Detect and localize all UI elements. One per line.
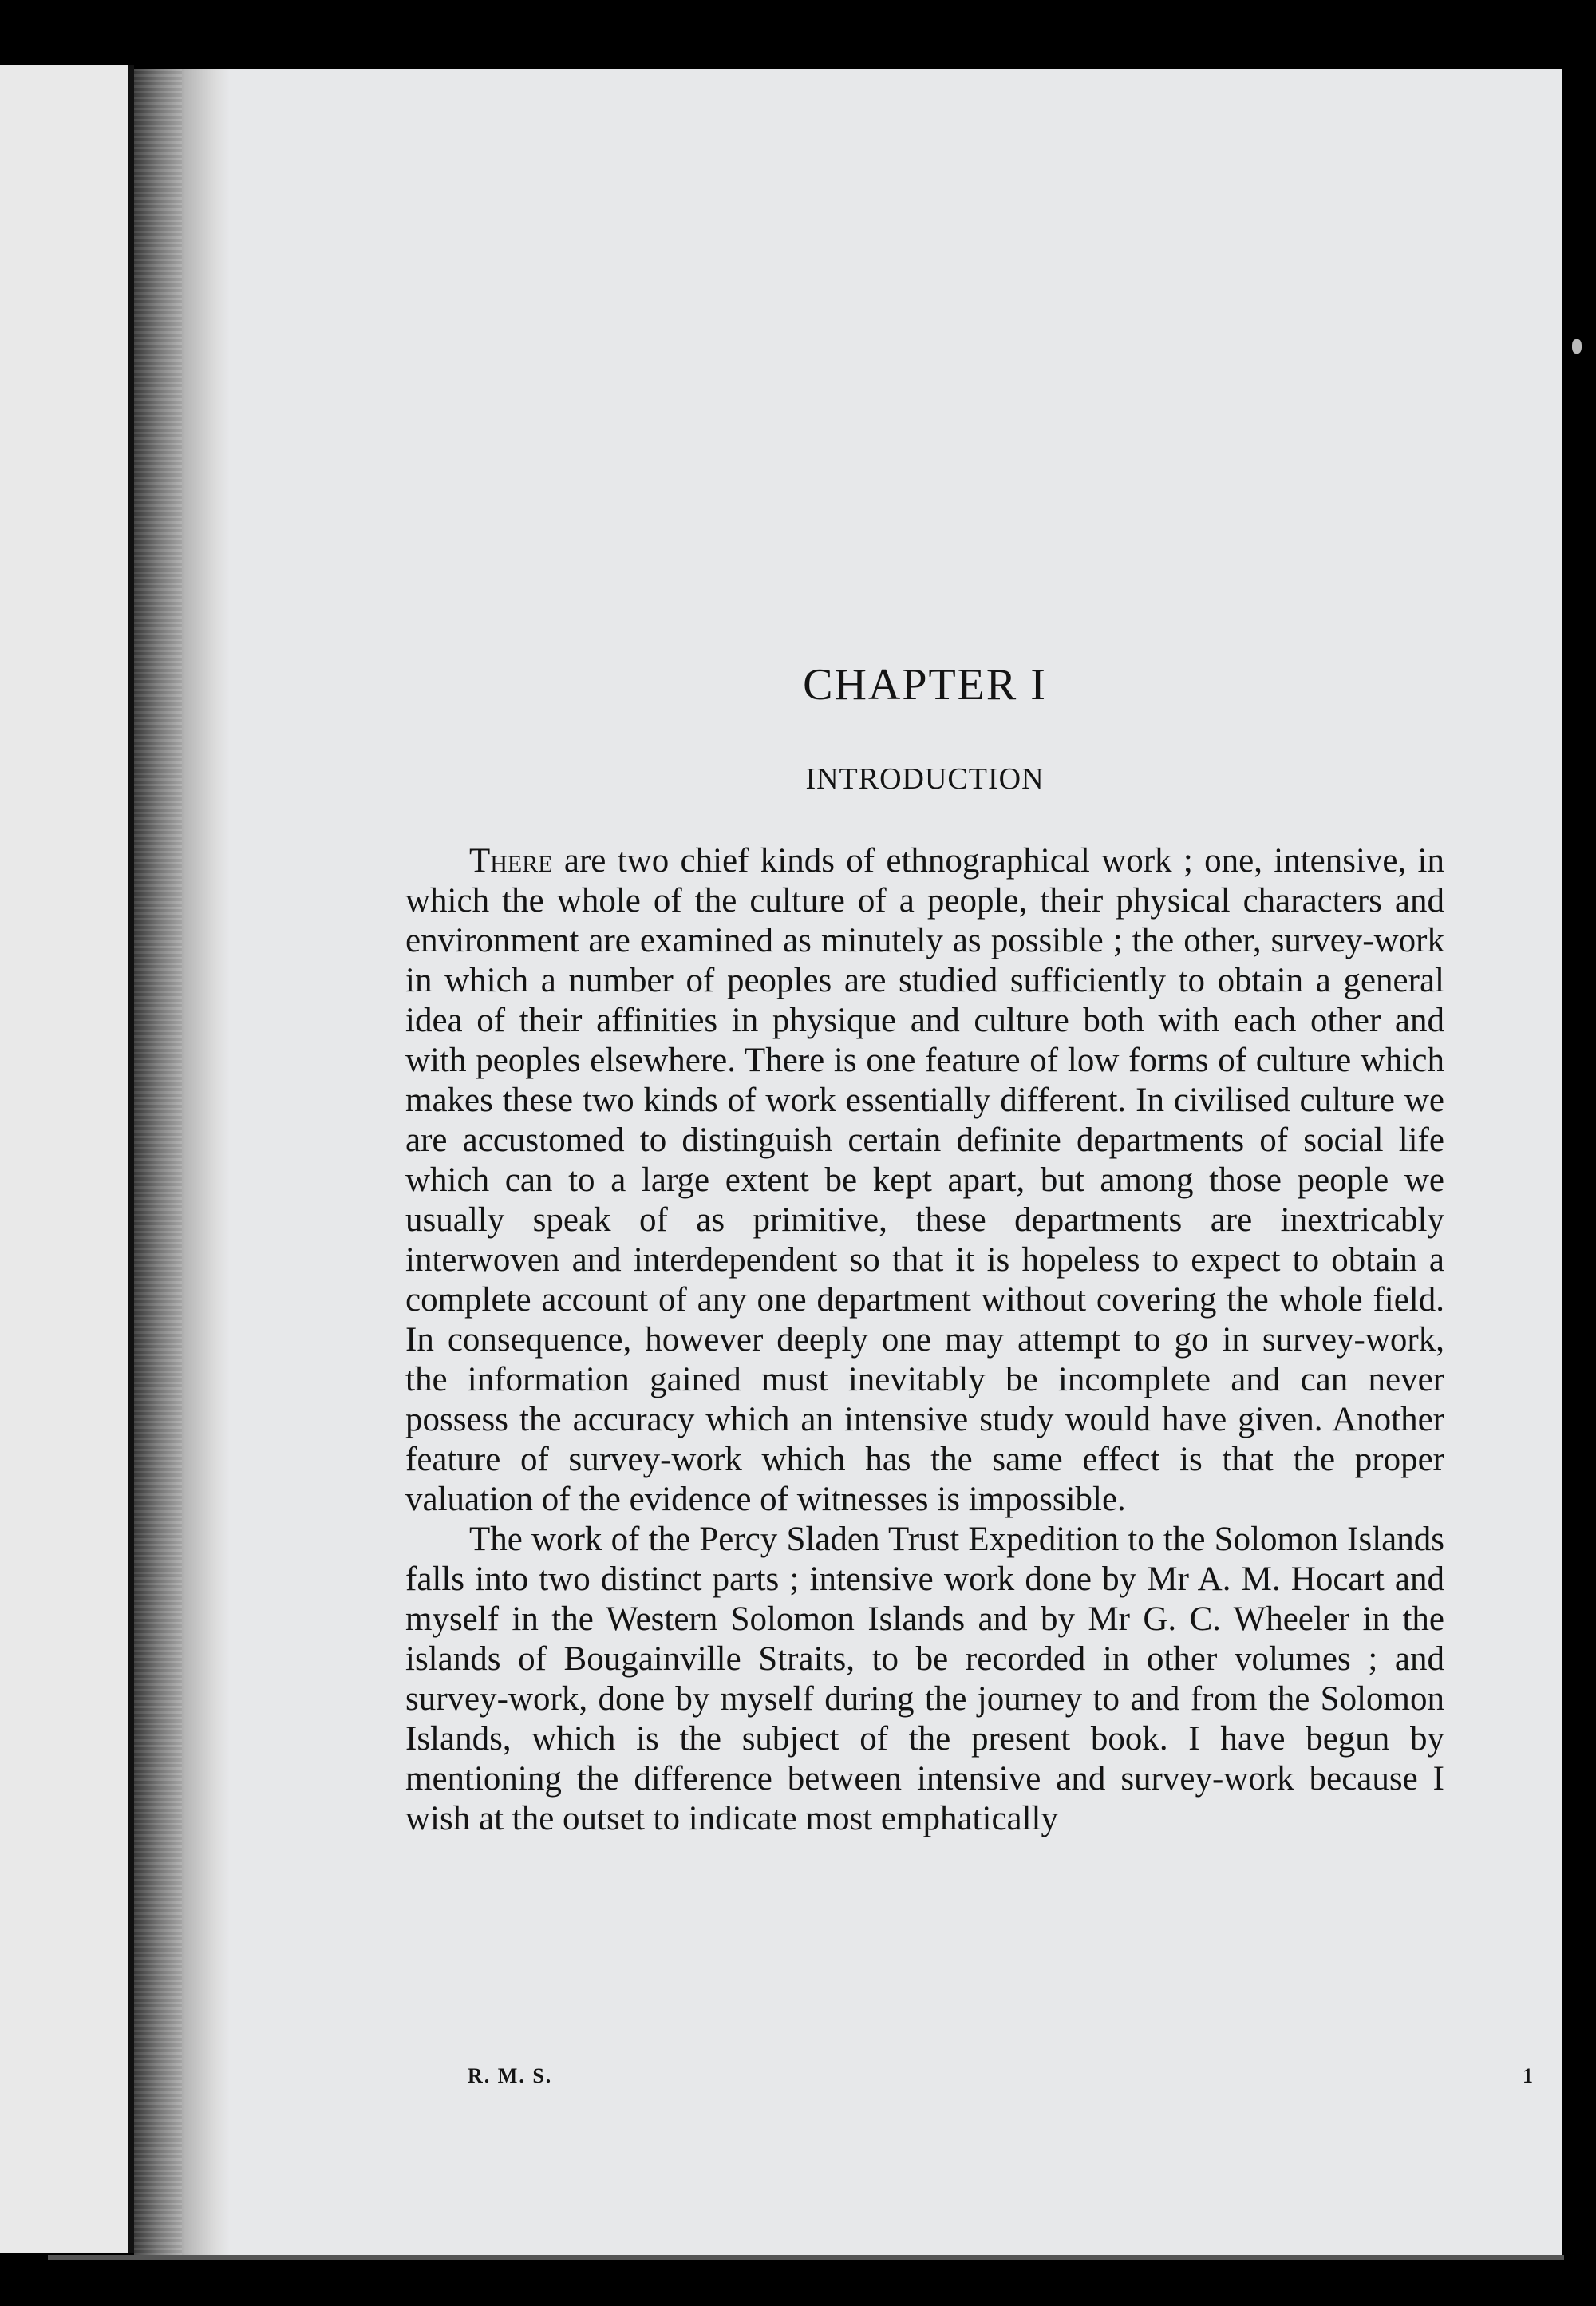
previous-page-edge — [0, 65, 128, 2253]
gutter-texture — [134, 69, 182, 2260]
page-bottom-edge — [48, 2255, 1564, 2260]
page-binding-line — [128, 65, 134, 2253]
paragraph-1 — [405, 841, 1444, 1520]
paragraph-1-text: are two chief kinds of ethnographical work ; one, intensive, in which the whole of the culture of a people, their physical characters and environment are examined as minutely as possible ; the other, survey-work in which a number of peoples are studied sufficiently to obtain a general idea of their affinities in physique and culture both with each other and with peoples elsewhere. There is one feature of low forms of culture which makes these two kinds of work essentially different. In civilised culture we are accustomed to distinguish certain definite departments of social life which can to a large extent be kept apart, but among those people we usually speak of as primitive, these departments are inextricably interwoven and interdependent so that it is hopeless to expect to obtain a complete account of any one department without covering the whole field. In consequence, however deeply one may attempt to go in survey-work, the information gained must inevitably be incomplete and can never possess the accuracy which an intensive study would have given. Another feature of survey-work which has the same effect is that the proper valuation of the evidence of witnesses is impossible. — [405, 842, 1444, 1518]
paragraph-1-lead-word: There — [469, 842, 553, 880]
footer-signature: R. M. S. — [468, 2064, 553, 2087]
scan-artifact-mark — [1572, 339, 1582, 354]
footer-page-number: 1 — [1523, 2064, 1533, 2087]
body-text — [405, 841, 1444, 1839]
chapter-heading: CHAPTER I — [803, 660, 1047, 710]
section-heading: INTRODUCTION — [805, 762, 1045, 796]
paragraph-2: The work of the Percy Sladen Trust Expedition to the Solomon Islands falls into two distinct parts ; intensive work done by Mr A. M. Hocart and myself in the Western Solomon Islands and by Mr G. C. Wheeler in the islands of Bougainville Straits, to be recorded in other volumes ; and survey-work, done by myself during the journey to and from the Solomon Islands, which is the subject of the present book. I have begun by mentioning the difference between intensive and survey-work because I wish at the outset to indicate most emphatically — [405, 1521, 1444, 1837]
book-page — [134, 69, 1562, 2260]
